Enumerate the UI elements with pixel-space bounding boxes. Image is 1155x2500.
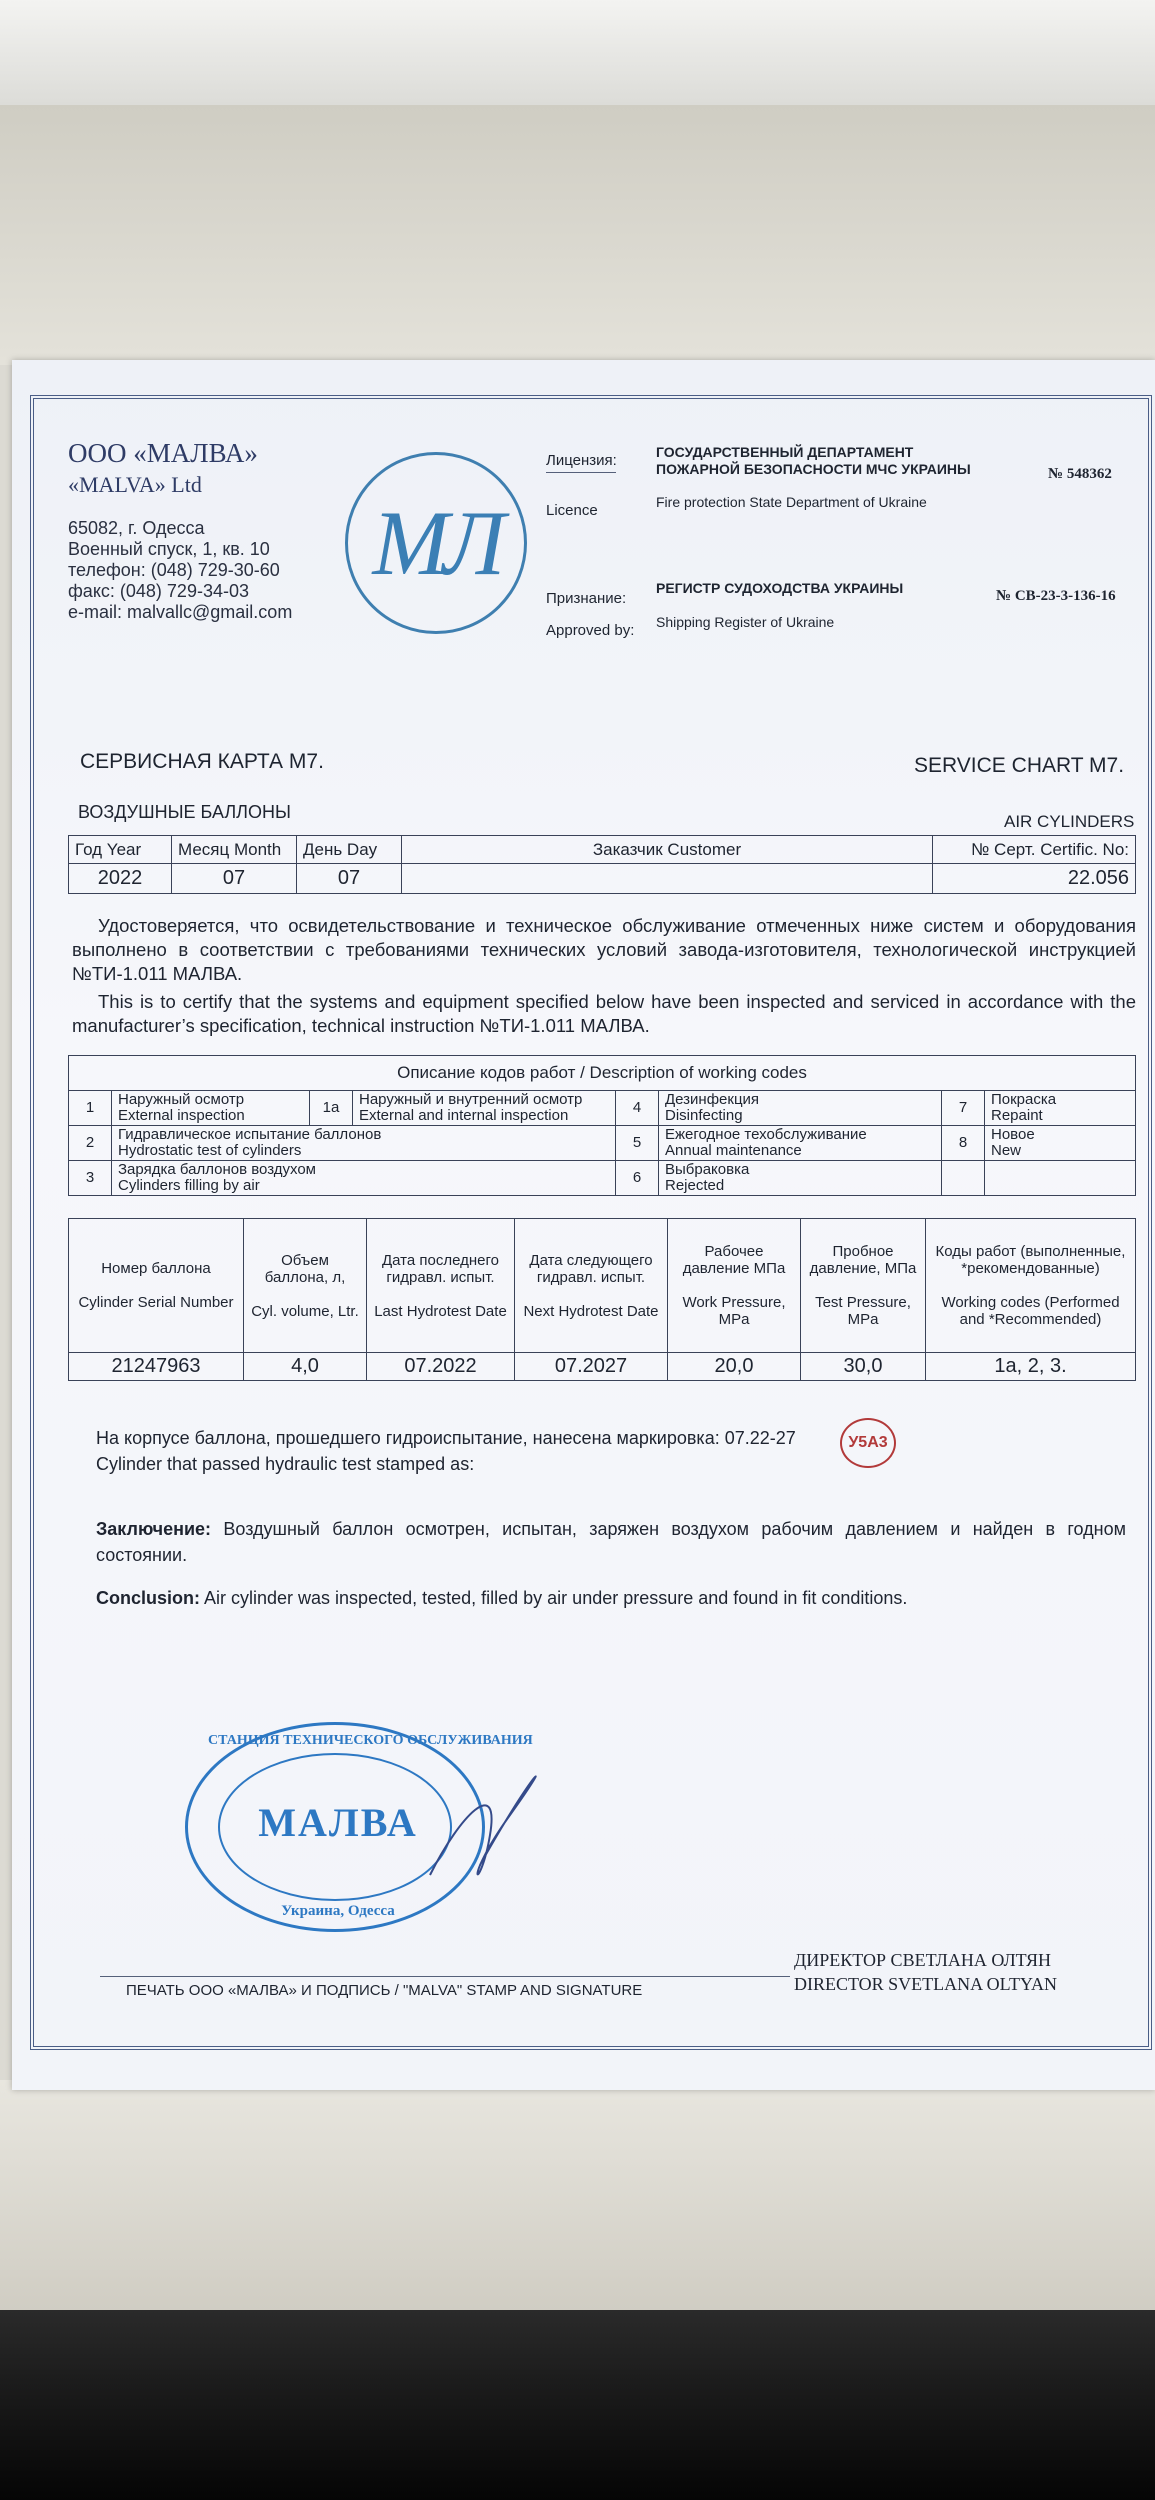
- header-ru: Объем баллона, л,: [264, 1251, 346, 1286]
- codes-header: Описание кодов работ / Description of working codes: [69, 1056, 1136, 1091]
- month-label: Месяц Month: [172, 836, 297, 864]
- code-description: [659, 1126, 942, 1161]
- conclusion-ru-label: Заключение:: [96, 1519, 212, 1539]
- code-number: 6: [616, 1161, 659, 1196]
- approval-label-ru: Признание:: [546, 590, 627, 607]
- certify-text-en: This is to certify that the systems and equipment specified below have been inspected and serviced in accordance with the manufacturer’s specification, technical instruction №ТИ-1.011 МАЛВА.: [72, 991, 1136, 1036]
- conclusion-ru-text: Воздушный баллон осмотрен, испытан, заряжен воздухом рабочим давлением и найден в годном состоянии.: [96, 1519, 1126, 1565]
- cell-codes: 1а, 2, 3.: [926, 1353, 1136, 1381]
- subtitle-en: AIR CYLINDERS: [1004, 812, 1135, 831]
- stamp-bottom-text: Украина, Одесса: [281, 1903, 395, 1919]
- cylinder-table: [68, 1218, 1136, 1381]
- customer-value: [402, 864, 933, 894]
- header-en: Last Hydrotest Date: [374, 1302, 507, 1320]
- company-logo: [345, 452, 527, 634]
- code-number: 3: [69, 1161, 112, 1196]
- code-description: [112, 1126, 616, 1161]
- code-description: [985, 1126, 1136, 1161]
- header-test-pressure: [801, 1219, 926, 1353]
- approval-label-en: Approved by:: [546, 622, 635, 639]
- address-line: Военный спуск, 1, кв. 10: [68, 539, 270, 559]
- header-codes: [926, 1219, 1136, 1353]
- signature-scribble: [420, 1755, 540, 1895]
- stamp-marking-ru: На корпусе баллона, прошедшего гидроиспытание, нанесена маркировка: 07.22-27: [96, 1428, 796, 1448]
- licence-number: № 548362: [1048, 466, 1112, 482]
- licence-authority-line: ГОСУДАРСТВЕННЫЙ ДЕПАРТАМЕНТ: [656, 444, 914, 460]
- code-description: [112, 1161, 616, 1196]
- divider: [546, 472, 616, 473]
- code-description: [112, 1091, 310, 1126]
- code-description: [659, 1091, 942, 1126]
- header-en: Work Pressure, MPa: [682, 1294, 786, 1328]
- code-ru: Наружный осмотр: [118, 1091, 245, 1108]
- subtitle-ru: ВОЗДУШНЫЕ БАЛЛОНЫ: [78, 802, 291, 822]
- cell-last-test: 07.2022: [367, 1353, 515, 1381]
- code-en: External and internal inspection: [359, 1107, 569, 1124]
- code-description: [659, 1161, 942, 1196]
- code-number: 7: [942, 1091, 985, 1126]
- header-en: Next Hydrotest Date: [523, 1302, 659, 1320]
- title-ru: СЕРВИСНАЯ КАРТА М7.: [80, 750, 324, 773]
- conclusion-ru: [96, 1516, 1126, 1568]
- header-work-pressure: [668, 1219, 801, 1353]
- email-line: e-mail: malvallc@gmail.com: [68, 602, 293, 622]
- director-en: DIRECTOR SVETLANA OLTYAN: [794, 1974, 1058, 1994]
- year-label: Год Year: [69, 836, 172, 864]
- day-value: 07: [297, 864, 402, 894]
- code-number: 2: [69, 1126, 112, 1161]
- director-ru: ДИРЕКТОР СВЕТЛАНА ОЛТЯН: [794, 1950, 1051, 1970]
- address-line: 65082, г. Одесса: [68, 518, 205, 538]
- header-last-test: [367, 1219, 515, 1353]
- conclusion-en-label: Conclusion:: [96, 1588, 200, 1608]
- date-table: [68, 835, 1136, 894]
- logo-letters: MЛ: [372, 492, 500, 594]
- code-number: [942, 1161, 985, 1196]
- signature-line: [100, 1976, 790, 1977]
- codes-table: [68, 1055, 1136, 1196]
- background-shelf: [0, 105, 1155, 365]
- background-surface: [0, 2080, 1155, 2320]
- code-ru: Наружный и внутренний осмотр: [359, 1091, 583, 1108]
- certificate-label: № Серт. Certific. No:: [933, 836, 1136, 864]
- phone-line: телефон: (048) 729-30-60: [68, 560, 280, 580]
- cell-next-test: 07.2027: [515, 1353, 668, 1381]
- code-en: Rejected: [665, 1177, 725, 1194]
- cell-serial: 21247963: [69, 1353, 244, 1381]
- company-address: [68, 518, 292, 623]
- code-ru: Зарядка баллонов воздухом: [118, 1161, 316, 1178]
- company-name-ru: ООО «МАЛВА»: [68, 438, 258, 468]
- licence-authority-en: Fire protection State Department of Ukraine: [656, 494, 927, 510]
- certify-text-ru: Удостоверяется, что освидетельствование и техническое обслуживание отмеченных ниже систем и оборудования выполнено в соответствии с требованиями технических условий завода-изготовителя, технологической инструкцией №ТИ-1.011 МАЛВА.: [72, 915, 1136, 984]
- header-ru: Дата последнего гидравл. испыт.: [382, 1251, 499, 1286]
- conclusion-en-text: Air cylinder was inspected, tested, filled by air under pressure and found in fit conditions.: [204, 1588, 908, 1608]
- title-en: SERVICE CHART M7.: [914, 754, 1125, 777]
- code-en: Disinfecting: [665, 1107, 743, 1124]
- signature-caption: ПЕЧАТЬ ООО «МАЛВА» И ПОДПИСЬ / "MALVA" STAMP AND SIGNATURE: [126, 1982, 643, 1999]
- code-en: External inspection: [118, 1107, 245, 1124]
- cell-work-pressure: 20,0: [668, 1353, 801, 1381]
- code-ru: Ежегодное техобслуживание: [665, 1126, 867, 1143]
- approval-authority-en: Shipping Register of Ukraine: [656, 614, 835, 630]
- header-serial: [69, 1219, 244, 1353]
- stamp-center-text: МАЛВА: [258, 1800, 418, 1845]
- hydrotest-mark: У5А3: [840, 1418, 896, 1468]
- header-en: Working codes (Performed and *Recommended): [941, 1294, 1120, 1328]
- code-number: 1а: [310, 1091, 353, 1126]
- stamp-marking-en: Cylinder that passed hydraulic test stamped as:: [96, 1454, 475, 1474]
- code-description: [985, 1091, 1136, 1126]
- approval-authority-ru: РЕГИСТР СУДОХОДСТВА УКРАИНЫ: [656, 580, 904, 596]
- code-number: 1: [69, 1091, 112, 1126]
- company-name-en: «MALVA» Ltd: [68, 472, 202, 497]
- header-ru: Рабочее давление МПа: [682, 1243, 786, 1277]
- header-next-test: [515, 1219, 668, 1353]
- code-description: [353, 1091, 616, 1126]
- code-en: New: [991, 1142, 1022, 1159]
- code-ru: Покраска: [991, 1091, 1057, 1108]
- licence-label-en: Licence: [546, 502, 598, 519]
- licence-authority-line: ПОЖАРНОЙ БЕЗОПАСНОСТИ МЧС УКРАИНЫ: [656, 461, 971, 477]
- code-en: Annual maintenance: [665, 1142, 802, 1159]
- conclusion-en: [96, 1588, 907, 1609]
- header-en: Cyl. volume, Ltr.: [251, 1302, 359, 1320]
- customer-label: Заказчик Customer: [402, 836, 933, 864]
- code-ru: Новое: [991, 1126, 1035, 1143]
- background-shadow: [0, 2310, 1155, 2500]
- day-label: День Day: [297, 836, 402, 864]
- code-ru: Гидравлическое испытание баллонов: [118, 1126, 382, 1143]
- header-ru: Коды работ (выполненные, *рекомендованные): [935, 1243, 1126, 1277]
- licence-authority-ru: [656, 444, 971, 478]
- header-volume: [244, 1219, 367, 1353]
- code-number: 8: [942, 1126, 985, 1161]
- header-en: Cylinder Serial Number: [78, 1294, 234, 1311]
- code-number: 4: [616, 1091, 659, 1126]
- month-value: 07: [172, 864, 297, 894]
- code-description: [985, 1161, 1136, 1196]
- licence-label-ru: Лицензия:: [546, 452, 617, 469]
- cell-volume: 4,0: [244, 1353, 367, 1381]
- stamp-ring-text: СТАНЦИЯ ТЕХНИЧЕСКОГО ОБСЛУЖИВАНИЯ: [208, 1733, 533, 1748]
- header-ru: Дата следующего гидравл. испыт.: [529, 1251, 653, 1286]
- code-number: 5: [616, 1126, 659, 1161]
- code-en: Hydrostatic test of cylinders: [118, 1142, 302, 1159]
- background-wall: [0, 0, 1155, 105]
- code-ru: Дезинфекция: [665, 1091, 760, 1108]
- header-ru: Пробное давление, МПа: [809, 1243, 917, 1277]
- fax-line: факс: (048) 729-34-03: [68, 581, 249, 601]
- cell-test-pressure: 30,0: [801, 1353, 926, 1381]
- code-ru: Выбраковка: [665, 1161, 750, 1178]
- certificate-number: 22.056: [933, 864, 1136, 894]
- code-en: Repaint: [991, 1107, 1043, 1124]
- approval-number: № СВ-23-3-136-16: [996, 588, 1116, 604]
- year-value: 2022: [69, 864, 172, 894]
- header-ru: Номер баллона: [101, 1260, 211, 1277]
- header-en: Test Pressure, MPa: [815, 1294, 911, 1328]
- code-en: Cylinders filling by air: [118, 1177, 260, 1194]
